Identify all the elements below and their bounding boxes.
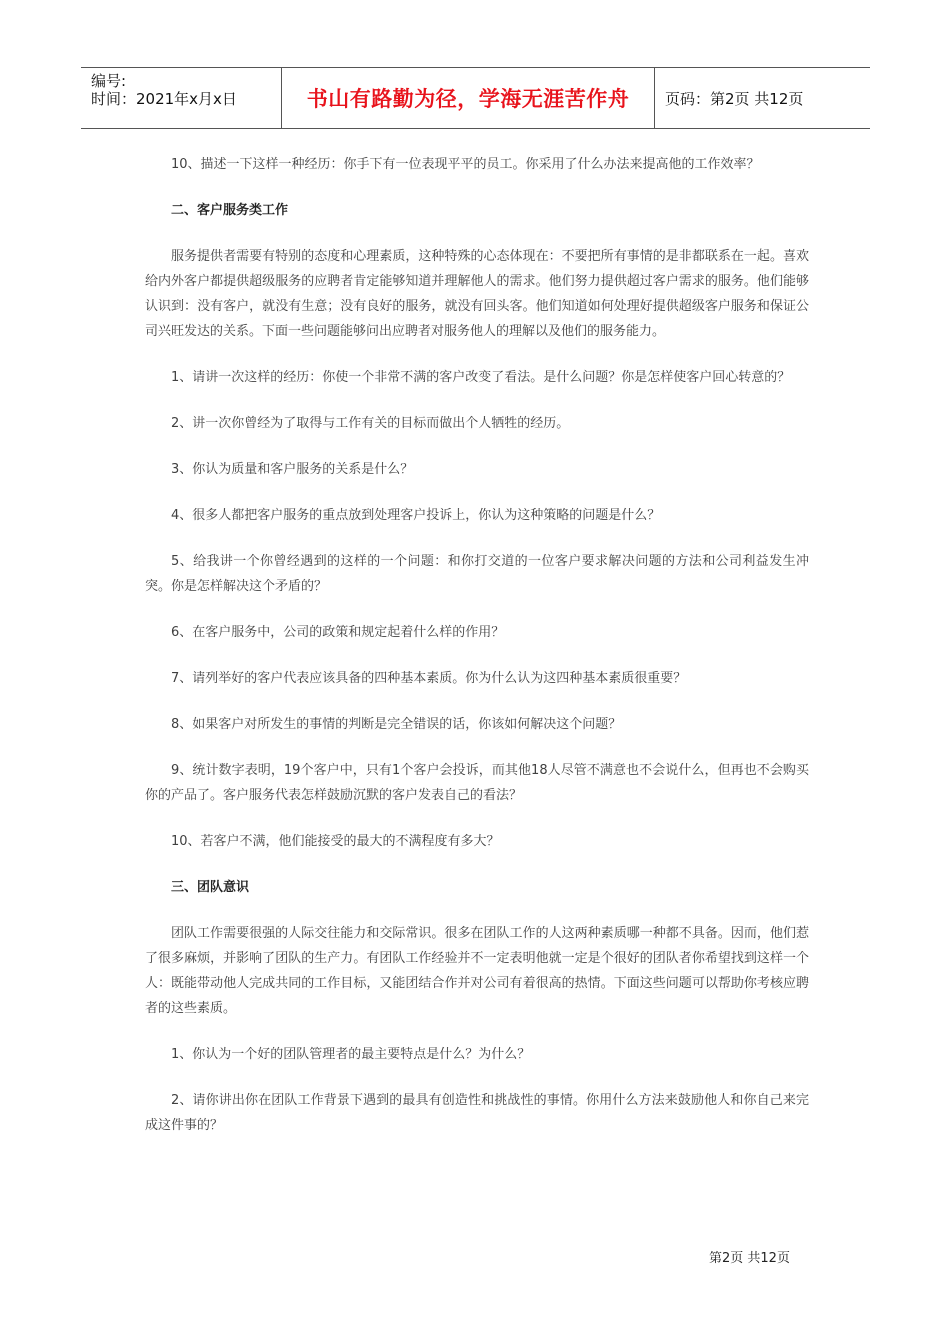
body-paragraph: 4、很多人都把客户服务的重点放到处理客户投诉上，你认为这种策略的问题是什么？	[171, 508, 661, 523]
body-paragraph: 2、请你讲出你在团队工作背景下遇到的最具有创造性和挑战性的事情。你用什么方法来鼓励他人和你自己来完成这件事的？	[145, 1093, 809, 1133]
header-page-number: 页码：第2页 共12页	[665, 89, 804, 108]
body-paragraph: 7、请列举好的客户代表应该具备的四种基本素质。你为什么认为这四种基本素质很重要？	[171, 671, 687, 686]
header-motto: 书山有路勤为径，学海无涯苦作舟	[282, 68, 655, 128]
body-paragraph: 8、如果客户对所发生的事情的判断是完全错误的话，你该如何解决这个问题？	[171, 717, 622, 732]
header-meta	[81, 68, 282, 128]
body-paragraph: 10、描述一下这样一种经历：你手下有一位表现平平的员工。你采用了什么办法来提高他的工作效率？	[171, 157, 760, 172]
body-paragraph: 10、若客户不满，他们能接受的最大的不满程度有多大？	[171, 834, 500, 849]
document-body	[145, 152, 809, 1159]
page-header	[81, 67, 870, 129]
body-paragraph: 6、在客户服务中，公司的政策和规定起着什么样的作用？	[171, 625, 505, 640]
document-number-label: 编号:	[91, 72, 127, 90]
body-paragraph: 1、请讲一次这样的经历：你使一个非常不满的客户改变了看法。是什么问题？你是怎样使客户回心转意的？	[171, 370, 791, 385]
body-paragraph: 3、你认为质量和客户服务的关系是什么？	[171, 462, 414, 477]
footer-page-number: 第2页 共12页	[709, 1251, 790, 1266]
section-heading: 二、客户服务类工作	[171, 203, 289, 218]
body-paragraph: 1、你认为一个好的团队管理者的最主要特点是什么？为什么？	[171, 1047, 531, 1062]
body-paragraph: 5、给我讲一个你曾经遇到的这样的一个问题：和你打交道的一位客户要求解决问题的方法和公司利益发生冲突。你是怎样解决这个矛盾的？	[145, 554, 809, 594]
section-heading: 三、团队意识	[171, 880, 250, 895]
body-paragraph: 服务提供者需要有特别的态度和心理素质，这种特殊的心态体现在：不要把所有事情的是非都联系在一起。喜欢给内外客户都提供超级服务的应聘者肯定能够知道并理解他人的需求。他们努力提供超过客户需求的服务。他们能够认识到：没有客户，就没有生意；没有良好的服务，就没有回头客。他们知道如何处理好提供超级客户服务和保证公司兴旺发达的关系。下面一些问题能够问出应聘者对服务他人的理解以及他们的服务能力。	[145, 249, 809, 339]
body-paragraph: 团队工作需要很强的人际交往能力和交际常识。很多在团队工作的人这两种素质哪一种都不具备。因而，他们惹了很多麻烦，并影响了团队的生产力。有团队工作经验并不一定表明他就一定是个很好的团队者你希望找到这样一个人：既能带动他人完成共同的工作目标，又能团结合作并对公司有着很高的热情。下面这些问题可以帮助你考核应聘者的这些素质。	[145, 926, 809, 1016]
document-date-label: 时间：2021年x月x日	[91, 90, 237, 108]
body-paragraph: 9、统计数字表明，19个客户中，只有1个客户会投诉，而其他18人尽管不满意也不会说什么，但再也不会购买你的产品了。客户服务代表怎样鼓励沉默的客户发表自己的看法？	[145, 763, 809, 803]
body-paragraph: 2、讲一次你曾经为了取得与工作有关的目标而做出个人牺牲的经历。	[171, 416, 570, 431]
